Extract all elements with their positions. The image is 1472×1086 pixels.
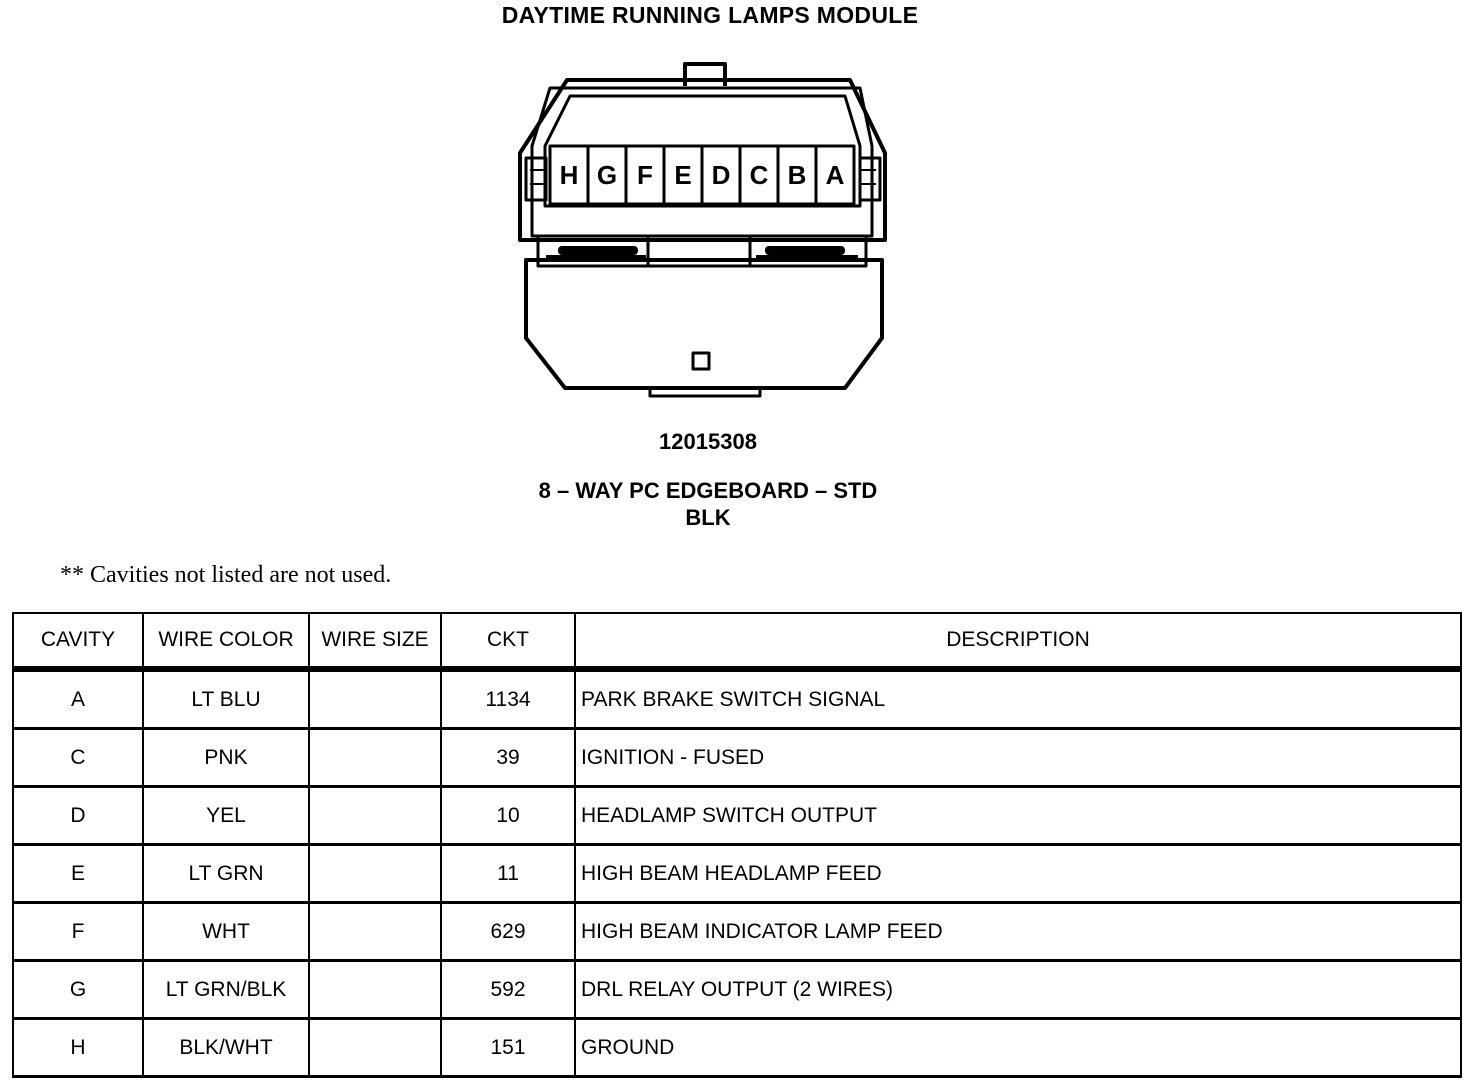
cell-wire-color: WHT — [143, 903, 309, 961]
cell-wire-size — [309, 1019, 441, 1077]
cell-wire-size — [309, 845, 441, 903]
cell-wire-color: YEL — [143, 787, 309, 845]
table-row — [13, 669, 1461, 729]
table-row — [13, 903, 1461, 961]
cell-description: DRL RELAY OUTPUT (2 WIRES) — [575, 961, 1461, 1019]
cavity-label-a: A — [825, 160, 845, 190]
cell-wire-size — [309, 729, 441, 787]
cell-cavity: F — [13, 903, 143, 961]
header-wire-color: WIRE COLOR — [143, 613, 309, 669]
connector-color: BLK — [685, 505, 731, 530]
connector-drawing — [510, 58, 900, 403]
pinout-table — [12, 612, 1462, 1078]
cell-cavity: A — [13, 669, 143, 729]
unused-cavities-note: ** Cavities not listed are not used. — [60, 562, 392, 588]
cell-wire-size — [309, 903, 441, 961]
table-row — [13, 729, 1461, 787]
cell-wire-color: LT BLU — [143, 669, 309, 729]
connector-latch — [685, 64, 725, 86]
cell-wire-color: BLK/WHT — [143, 1019, 309, 1077]
cell-description: HEADLAMP SWITCH OUTPUT — [575, 787, 1461, 845]
table-row — [13, 1019, 1461, 1077]
cavity-label-g: G — [596, 160, 618, 190]
cell-wire-color: LT GRN/BLK — [143, 961, 309, 1019]
cell-ckt: 10 — [441, 787, 575, 845]
cell-description: HIGH BEAM INDICATOR LAMP FEED — [575, 903, 1461, 961]
cell-description: IGNITION - FUSED — [575, 729, 1461, 787]
table-header-row — [13, 613, 1461, 669]
cell-ckt: 11 — [441, 845, 575, 903]
header-cavity: CAVITY — [13, 613, 143, 669]
table-row — [13, 845, 1461, 903]
connector-type: 8 – WAY PC EDGEBOARD – STD — [538, 478, 878, 503]
header-wire-size: WIRE SIZE — [309, 613, 441, 669]
cavity-row — [550, 146, 854, 204]
cell-cavity: D — [13, 787, 143, 845]
cavity-label-c: C — [749, 160, 769, 190]
cavity-label-b: B — [787, 160, 807, 190]
cell-ckt: 592 — [441, 961, 575, 1019]
cavity-label-d: D — [711, 160, 731, 190]
cell-ckt: 1134 — [441, 669, 575, 729]
cavity-label-f: F — [637, 160, 653, 190]
table-row — [13, 787, 1461, 845]
cell-description: HIGH BEAM HEADLAMP FEED — [575, 845, 1461, 903]
cell-wire-size — [309, 787, 441, 845]
cavity-label-e: E — [674, 160, 692, 190]
table-row — [13, 961, 1461, 1019]
cell-cavity: C — [13, 729, 143, 787]
cell-description: GROUND — [575, 1019, 1461, 1077]
cell-description: PARK BRAKE SWITCH SIGNAL — [575, 669, 1461, 729]
cell-wire-color: LT GRN — [143, 845, 309, 903]
cell-wire-color: PNK — [143, 729, 309, 787]
cell-cavity: G — [13, 961, 143, 1019]
diagram-title: DAYTIME RUNNING LAMPS MODULE — [501, 2, 919, 28]
cell-cavity: E — [13, 845, 143, 903]
header-description: DESCRIPTION — [575, 613, 1461, 669]
cell-ckt: 629 — [441, 903, 575, 961]
cell-wire-size — [309, 669, 441, 729]
cell-ckt: 39 — [441, 729, 575, 787]
header-ckt: CKT — [441, 613, 575, 669]
cell-ckt: 151 — [441, 1019, 575, 1077]
cell-wire-size — [309, 961, 441, 1019]
cell-cavity: H — [13, 1019, 143, 1077]
cavity-label-h: H — [559, 160, 579, 190]
connector-part-number: 12015308 — [659, 429, 757, 454]
